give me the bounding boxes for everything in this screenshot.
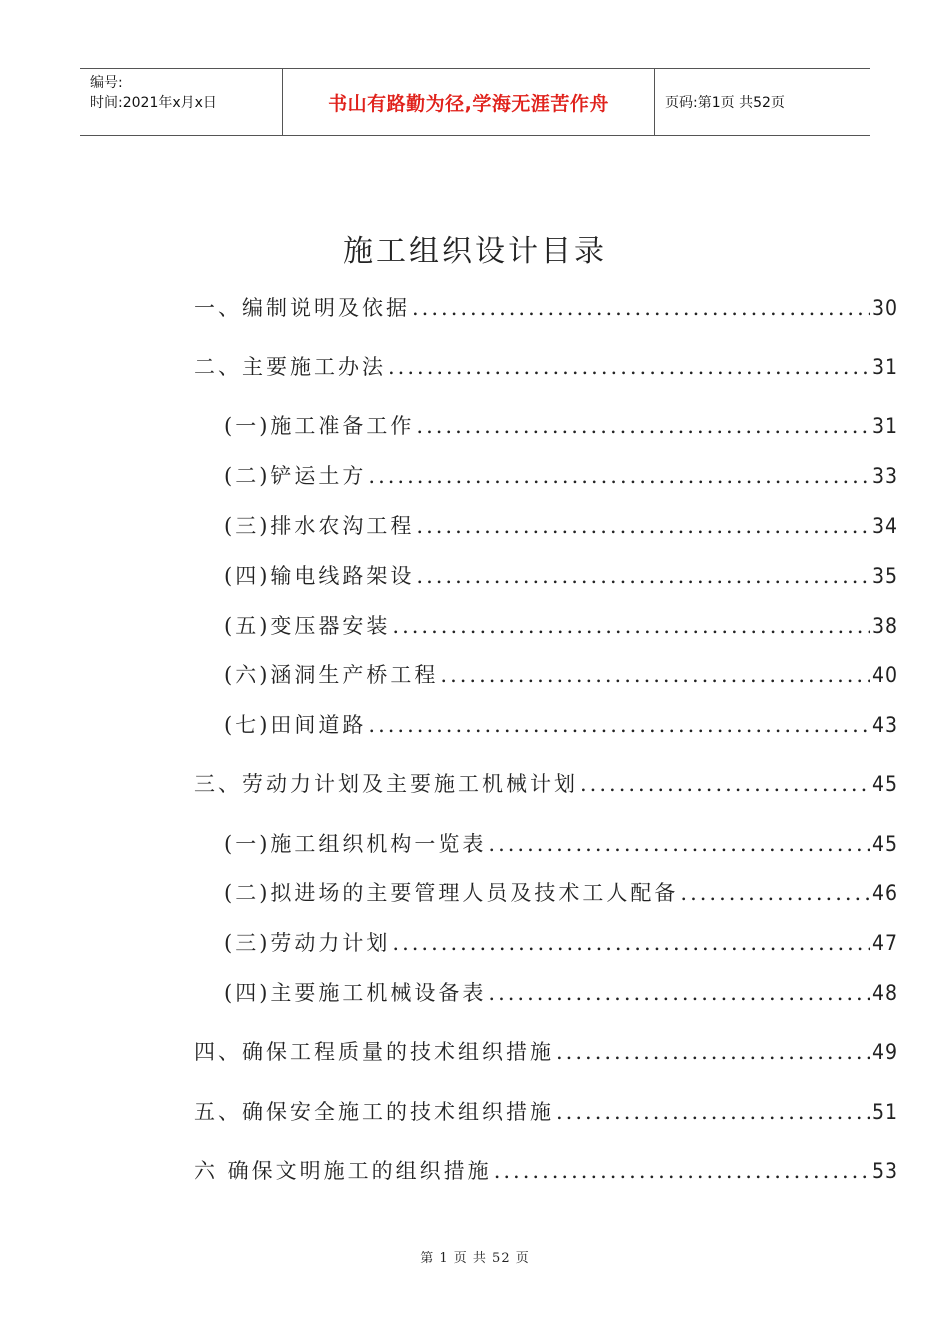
number-label: 编号: — [90, 75, 123, 91]
toc-entry — [194, 292, 898, 322]
toc-leader-dots — [368, 713, 870, 737]
toc-leader-dots — [580, 772, 870, 796]
toc-entry-page: 43 — [871, 713, 898, 737]
toc-entry-label: (六)涵洞生产桥工程 — [224, 663, 439, 687]
toc-entry-label: 二、主要施工办法 — [194, 355, 386, 379]
toc-entry-label: 一、编制说明及依据 — [194, 296, 410, 320]
toc-leader-dots — [392, 931, 870, 955]
toc-entry — [224, 977, 898, 1007]
toc-entry-label: (七)田间道路 — [224, 713, 367, 737]
toc-leader-dots — [368, 464, 870, 488]
toc-entry — [224, 877, 898, 907]
toc-leader-dots — [416, 414, 870, 438]
toc-entry-label: (四)输电线路架设 — [224, 564, 415, 588]
toc-leader-dots — [680, 881, 870, 905]
toc-leader-dots — [494, 1159, 870, 1183]
toc-entry — [194, 768, 898, 798]
toc-entry-page: 46 — [871, 881, 898, 905]
toc-entry-page: 38 — [871, 614, 898, 638]
toc-entry — [194, 1096, 898, 1126]
toc-entry — [194, 351, 898, 381]
toc-entry-page: 51 — [871, 1100, 898, 1124]
toc-entry-label: (五)变压器安装 — [224, 614, 391, 638]
toc-entry — [194, 1155, 898, 1185]
toc-entry — [194, 1036, 898, 1066]
toc-entry-page: 40 — [871, 663, 898, 687]
toc-entry-label: (二)铲运土方 — [224, 464, 367, 488]
header-table — [80, 68, 870, 136]
toc-leader-dots — [556, 1100, 870, 1124]
toc-entry — [224, 927, 898, 957]
toc-entry — [224, 560, 898, 590]
toc-entry-page: 45 — [871, 832, 898, 856]
toc-entry — [224, 610, 898, 640]
toc-entry-page: 49 — [871, 1040, 898, 1064]
toc-entry-label: (一)施工组织机构一览表 — [224, 832, 487, 856]
toc-leader-dots — [488, 832, 870, 856]
toc-entry-label: (四)主要施工机械设备表 — [224, 981, 487, 1005]
toc-entry-label: 六 确保文明施工的组织措施 — [194, 1159, 492, 1183]
toc-leader-dots — [392, 614, 870, 638]
toc-entry — [224, 410, 898, 440]
toc-entry-label: (三)排水农沟工程 — [224, 514, 415, 538]
toc-entry-page: 34 — [871, 514, 898, 538]
toc-entry-page: 30 — [871, 296, 898, 320]
toc-leader-dots — [556, 1040, 870, 1064]
toc-entry-page: 45 — [871, 772, 898, 796]
toc-entry — [224, 460, 898, 490]
toc-entry-label: (一)施工准备工作 — [224, 414, 415, 438]
toc-leader-dots — [440, 663, 870, 687]
document-title: 施工组织设计目录 — [343, 234, 607, 269]
toc-leader-dots — [416, 564, 870, 588]
toc-entry-page: 35 — [871, 564, 898, 588]
toc-entry-label: (二)拟进场的主要管理人员及技术工人配备 — [224, 881, 679, 905]
toc-entry-label: 三、劳动力计划及主要施工机械计划 — [194, 772, 578, 796]
toc-entry-page: 31 — [871, 355, 898, 379]
toc-leader-dots — [488, 981, 870, 1005]
toc-entry — [224, 709, 898, 739]
toc-entry — [224, 828, 898, 858]
header-page-info: 页码:第1页 共52页 — [665, 95, 785, 111]
toc-leader-dots — [416, 514, 870, 538]
toc-entry-page: 33 — [871, 464, 898, 488]
toc-entry-page: 31 — [871, 414, 898, 438]
toc-entry-page: 48 — [871, 981, 898, 1005]
header-motto: 书山有路勤为径,学海无涯苦作舟 — [282, 69, 655, 135]
toc-entry-label: 五、确保安全施工的技术组织措施 — [194, 1100, 554, 1124]
toc-entry-label: 四、确保工程质量的技术组织措施 — [194, 1040, 554, 1064]
toc-entry — [224, 659, 898, 689]
time-label: 时间:2021年x月x日 — [90, 95, 217, 111]
header-meta — [80, 69, 282, 135]
toc-leader-dots — [388, 355, 870, 379]
toc-entry — [224, 510, 898, 540]
page-footer: 第 1 页 共 52 页 — [420, 1251, 530, 1266]
toc-leader-dots — [412, 296, 870, 320]
toc-entry-page: 53 — [871, 1159, 898, 1183]
toc-entry-label: (三)劳动力计划 — [224, 931, 391, 955]
toc-entry-page: 47 — [871, 931, 898, 955]
